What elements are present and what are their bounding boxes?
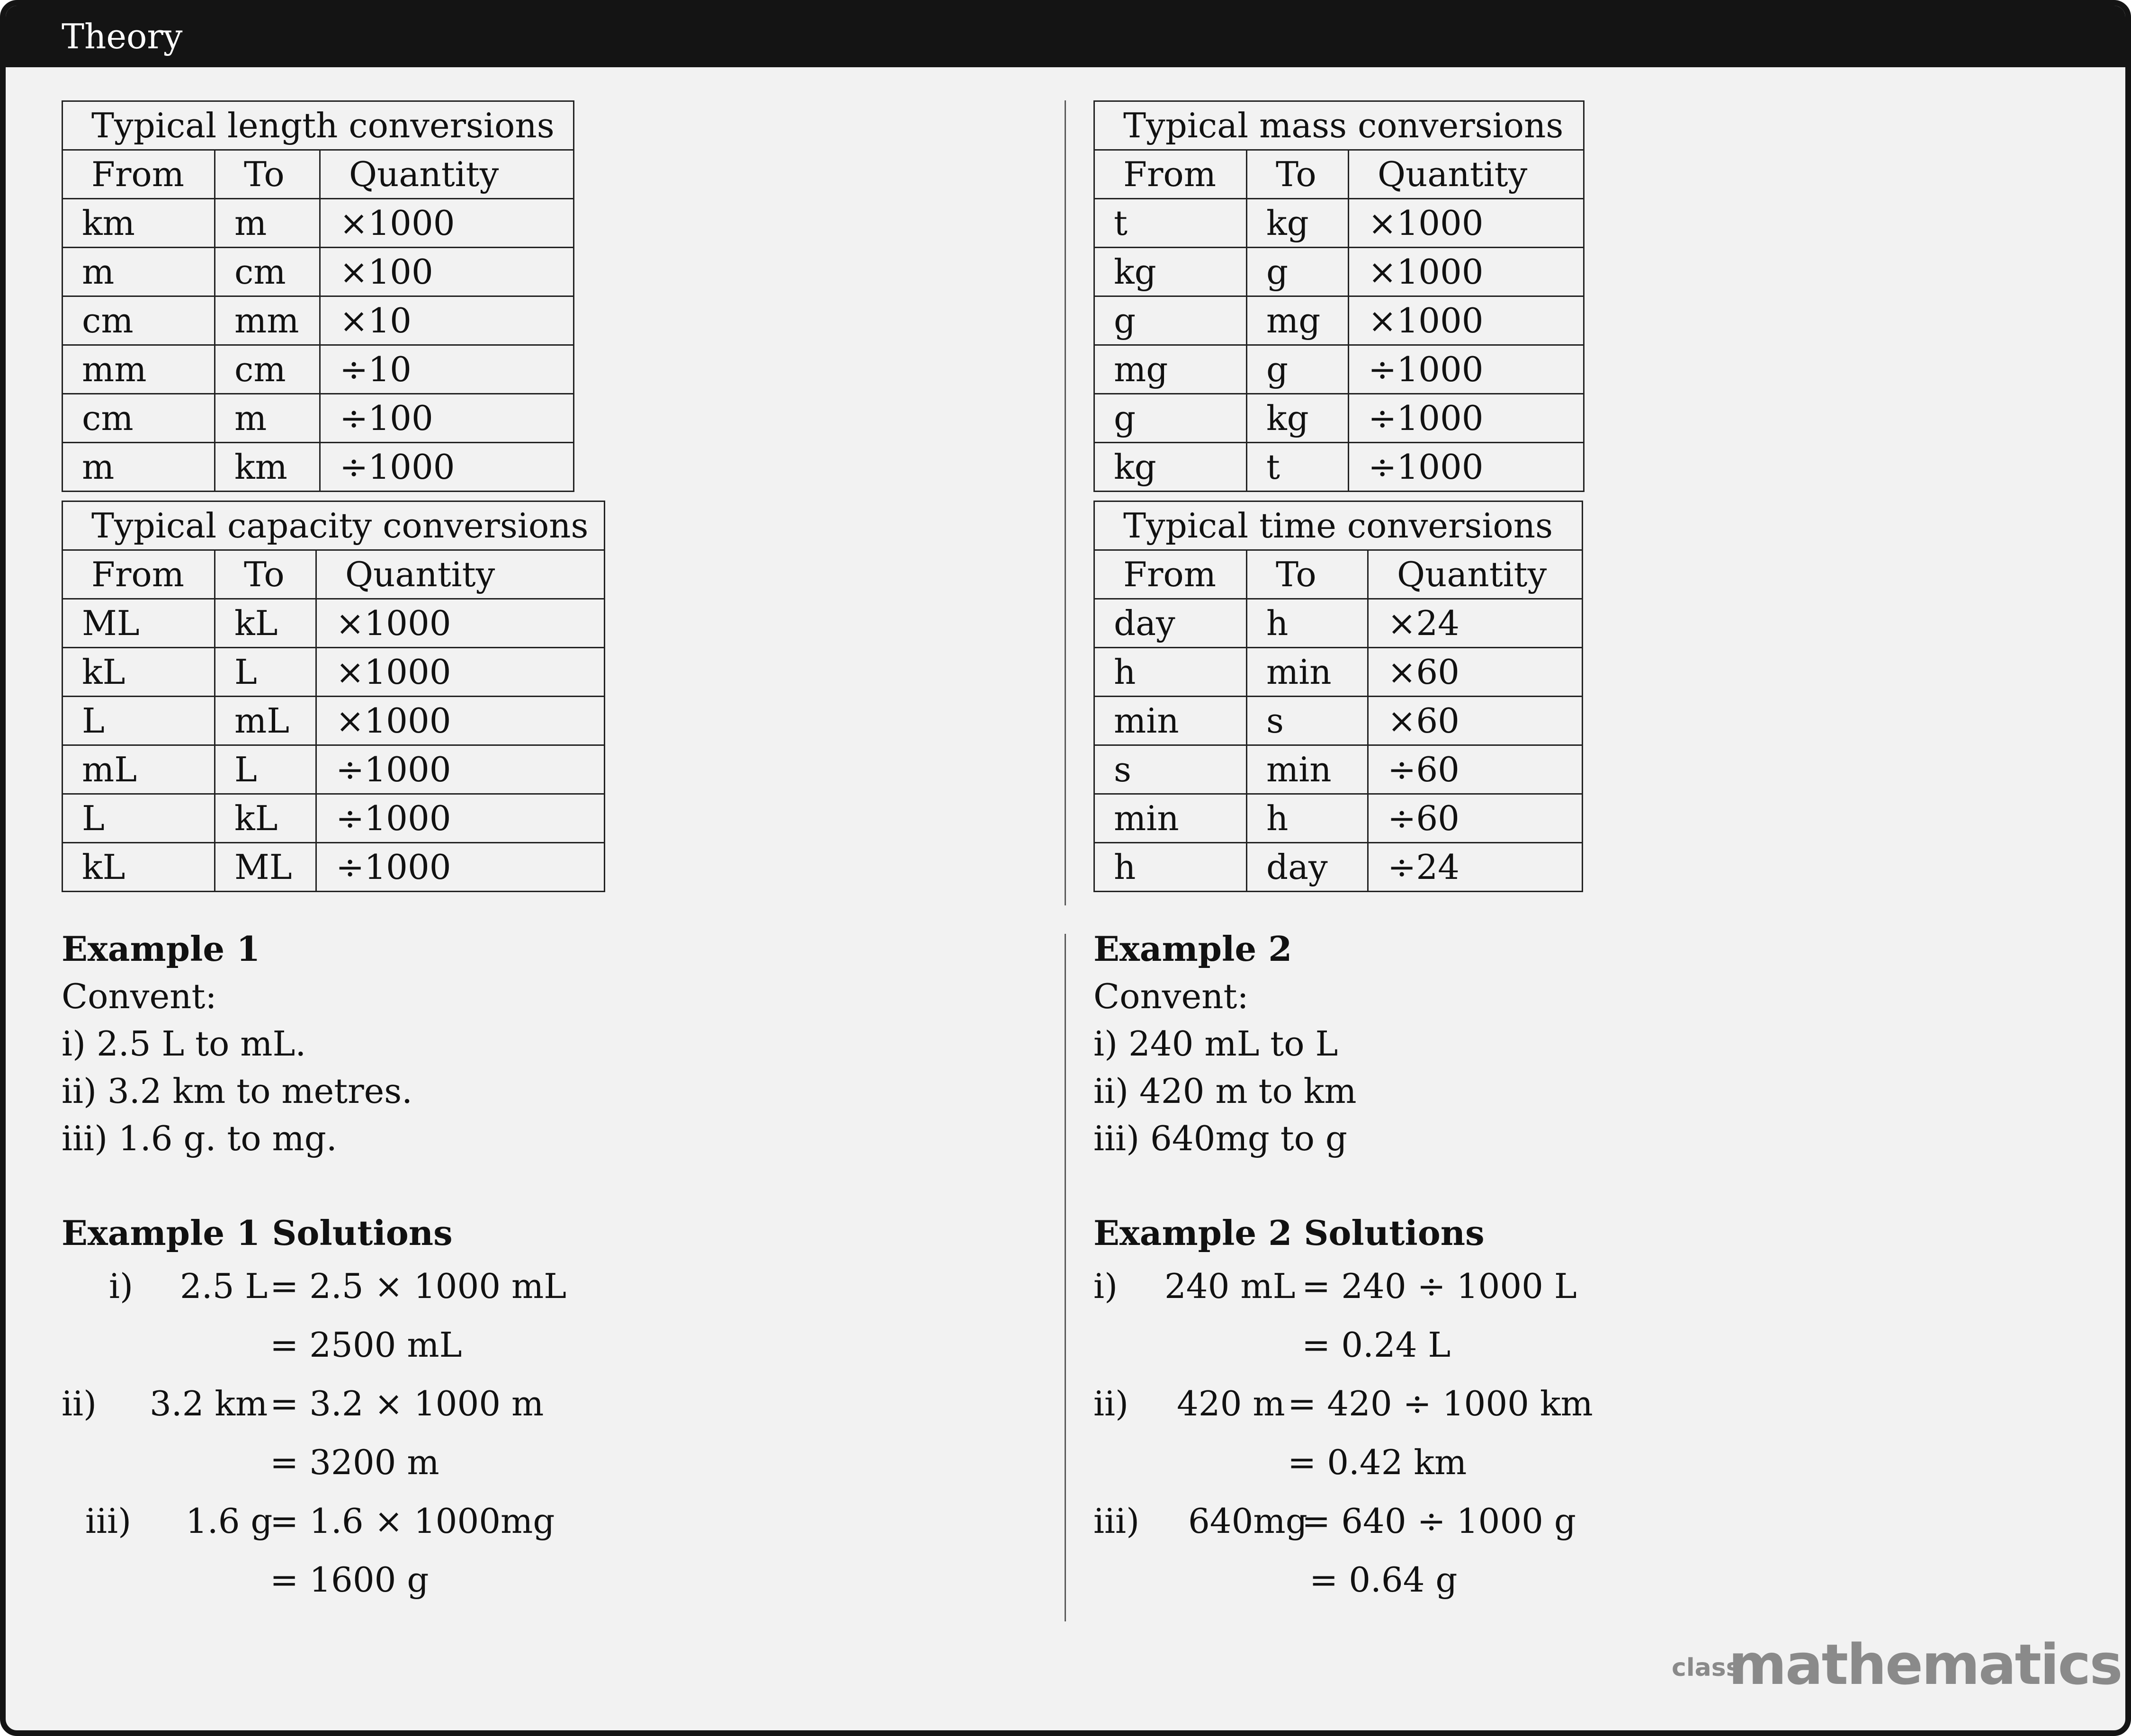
solutions-heading: Example 1 Solutions (62, 1213, 453, 1253)
table-row (1094, 296, 1584, 345)
solution-lhs: 3.2 km (150, 1384, 268, 1423)
table-cell: min (1094, 794, 1247, 843)
table-row (63, 296, 574, 345)
table-cell: ÷1000 (316, 794, 605, 843)
table-row (63, 697, 605, 745)
column-header: To (215, 550, 316, 599)
table-cell: ×1000 (1349, 296, 1584, 345)
example-item: i) 240 mL to L (1093, 1024, 1338, 1064)
table-row (1094, 697, 1583, 745)
solution-result: = 3200 m (270, 1442, 439, 1482)
solution-lhs: 2.5 L (180, 1266, 268, 1306)
column-header: From (63, 550, 215, 599)
solution-result: = 2500 mL (270, 1325, 462, 1365)
table-cell: ÷60 (1368, 745, 1583, 794)
table-cell: ÷1000 (316, 843, 605, 892)
table-cell: kg (1094, 443, 1247, 492)
example-1-solutions (62, 1257, 1037, 1609)
table-cell: mL (63, 745, 215, 794)
solution-rhs: = 640 ÷ 1000 g (1302, 1501, 1576, 1541)
table-cell: g (1247, 248, 1349, 296)
table-cell: min (1247, 648, 1368, 697)
table-cell: kg (1247, 199, 1349, 248)
example-item: ii) 3.2 km to metres. (62, 1071, 413, 1111)
solution-rhs: = 2.5 × 1000 mL (270, 1266, 567, 1306)
column-divider (1065, 934, 1066, 1621)
column-header: To (1247, 150, 1349, 199)
solution-rhs: = 3.2 × 1000 m (270, 1384, 544, 1423)
column-header: Quantity (320, 150, 574, 199)
column-header: From (63, 150, 215, 199)
example-item: ii) 420 m to km (1093, 1071, 1357, 1111)
table-cell: min (1247, 745, 1368, 794)
table-cell: mm (63, 345, 215, 394)
table-cell: ÷100 (320, 394, 574, 443)
solution-step (1093, 1433, 2036, 1492)
table-row (1094, 394, 1584, 443)
column-header: Quantity (316, 550, 605, 599)
table-cell: g (1247, 345, 1349, 394)
column-header: Quantity (1368, 550, 1583, 599)
table-row (63, 345, 574, 394)
example-intro: Convent: (1093, 976, 1249, 1016)
table-cell: cm (215, 345, 320, 394)
table-cell: ÷1000 (320, 443, 574, 492)
solution-step (62, 1492, 1037, 1550)
table-cell: g (1094, 296, 1247, 345)
table-cell: cm (63, 296, 215, 345)
solutions-heading: Example 2 Solutions (1093, 1213, 1485, 1253)
solution-lhs: 420 m (1177, 1384, 1285, 1423)
table-row (63, 843, 605, 892)
table-cell: mL (215, 697, 316, 745)
logo-small-text: class (1672, 1654, 1741, 1682)
solution-step (1093, 1550, 2036, 1609)
solution-label: i) (1093, 1266, 1118, 1306)
table-cell: kL (215, 794, 316, 843)
table-cell: ÷1000 (1349, 394, 1584, 443)
solution-step (62, 1433, 1037, 1492)
table-cell: ×1000 (1349, 248, 1584, 296)
solution-step (62, 1374, 1037, 1433)
solution-step (1093, 1374, 2036, 1433)
table-row (1094, 794, 1583, 843)
solution-step (62, 1257, 1037, 1315)
solution-step (1093, 1492, 2036, 1550)
table-cell: day (1247, 843, 1368, 892)
table-caption: Typical time conversions (1094, 501, 1583, 550)
table-cell: g (1094, 394, 1247, 443)
table-cell: ÷1000 (316, 745, 605, 794)
table-cell: ×10 (320, 296, 574, 345)
example-2-solutions (1093, 1257, 2036, 1609)
table-caption: Typical length conversions (63, 101, 574, 150)
table-cell: ×1000 (316, 599, 605, 648)
table-cell: m (63, 248, 215, 296)
example-heading: Example 2 (1093, 929, 1292, 969)
table-cell: cm (215, 248, 320, 296)
example-2 (1093, 925, 2036, 1257)
table-cell: L (215, 648, 316, 697)
solution-result: = 0.24 L (1302, 1325, 1451, 1365)
solution-step (1093, 1257, 2036, 1315)
example-intro: Convent: (62, 976, 217, 1016)
table-cell: ×1000 (316, 697, 605, 745)
solution-result: = 0.64 g (1309, 1560, 1458, 1600)
table-cell: ×1000 (1349, 199, 1584, 248)
logo-big-text: mathematics (1728, 1632, 2122, 1697)
table-cell: s (1247, 697, 1368, 745)
table-cell: ×24 (1368, 599, 1583, 648)
table-cell: cm (63, 394, 215, 443)
table-caption: Typical mass conversions (1094, 101, 1584, 150)
column-header: From (1094, 150, 1247, 199)
table-cell: h (1247, 794, 1368, 843)
time-conversion-table (1093, 501, 1583, 892)
table-row (63, 648, 605, 697)
table-row (1094, 843, 1583, 892)
solution-rhs: = 420 ÷ 1000 km (1288, 1384, 1593, 1423)
table-cell: m (63, 443, 215, 492)
table-caption: Typical capacity conversions (63, 501, 605, 550)
table-cell: kL (63, 843, 215, 892)
solution-step (1093, 1315, 2036, 1374)
example-item: i) 2.5 L to mL. (62, 1024, 306, 1064)
column-divider (1065, 100, 1066, 905)
table-cell: t (1094, 199, 1247, 248)
table-row (1094, 745, 1583, 794)
table-row (63, 794, 605, 843)
table-cell: ×100 (320, 248, 574, 296)
table-cell: ML (63, 599, 215, 648)
table-cell: mm (215, 296, 320, 345)
solution-result: = 0.42 km (1288, 1442, 1467, 1482)
example-item: iii) 1.6 g. to mg. (62, 1119, 337, 1158)
table-row (1094, 345, 1584, 394)
solution-lhs: 240 mL (1164, 1266, 1296, 1306)
table-cell: h (1094, 843, 1247, 892)
title-bar (6, 6, 2125, 67)
solution-lhs: 640mg (1188, 1501, 1307, 1541)
table-cell: ML (215, 843, 316, 892)
table-cell: m (215, 394, 320, 443)
length-conversion-table (62, 100, 574, 492)
table-row (1094, 648, 1583, 697)
mass-conversion-table (1093, 100, 1585, 492)
column-header: Quantity (1349, 150, 1584, 199)
table-cell: ×1000 (320, 199, 574, 248)
solution-label: iii) (85, 1501, 132, 1541)
table-cell: mg (1094, 345, 1247, 394)
table-row (63, 248, 574, 296)
table-cell: min (1094, 697, 1247, 745)
table-cell: ×60 (1368, 697, 1583, 745)
solution-result: = 1600 g (270, 1560, 429, 1600)
table-cell: ×1000 (316, 648, 605, 697)
table-row (63, 394, 574, 443)
table-cell: h (1094, 648, 1247, 697)
solution-label: ii) (62, 1384, 97, 1423)
table-cell: L (63, 794, 215, 843)
solution-label: iii) (1093, 1501, 1140, 1541)
table-cell: mg (1247, 296, 1349, 345)
table-row (63, 745, 605, 794)
solution-rhs: = 240 ÷ 1000 L (1302, 1266, 1577, 1306)
table-cell: h (1247, 599, 1368, 648)
table-row (63, 599, 605, 648)
solution-lhs: 1.6 g (186, 1501, 273, 1541)
table-cell: s (1094, 745, 1247, 794)
table-cell: kg (1094, 248, 1247, 296)
solution-step (62, 1315, 1037, 1374)
solution-label: i) (109, 1266, 134, 1306)
column-header: To (215, 150, 320, 199)
table-cell: kg (1247, 394, 1349, 443)
solution-rhs: = 1.6 × 1000mg (270, 1501, 555, 1541)
table-row (1094, 248, 1584, 296)
table-cell: ÷60 (1368, 794, 1583, 843)
table-cell: m (215, 199, 320, 248)
right-column (1093, 100, 2036, 1609)
table-row (1094, 443, 1584, 492)
table-row (1094, 599, 1583, 648)
table-cell: L (215, 745, 316, 794)
table-cell: km (215, 443, 320, 492)
capacity-conversion-table (62, 501, 605, 892)
table-cell: ÷10 (320, 345, 574, 394)
left-column (62, 100, 1037, 1609)
example-1 (62, 925, 1037, 1257)
column-header: From (1094, 550, 1247, 599)
solution-label: ii) (1093, 1384, 1129, 1423)
table-cell: ÷24 (1368, 843, 1583, 892)
table-cell: kL (63, 648, 215, 697)
table-cell: ÷1000 (1349, 345, 1584, 394)
column-header: To (1247, 550, 1368, 599)
example-item: iii) 640mg to g (1093, 1119, 1347, 1158)
table-cell: t (1247, 443, 1349, 492)
table-cell: ÷1000 (1349, 443, 1584, 492)
table-row (63, 443, 574, 492)
solution-step (62, 1550, 1037, 1609)
example-heading: Example 1 (62, 929, 260, 969)
table-row (63, 199, 574, 248)
table-cell: L (63, 697, 215, 745)
table-cell: kL (215, 599, 316, 648)
panel-title: Theory (62, 17, 183, 56)
table-cell: ×60 (1368, 648, 1583, 697)
table-row (1094, 199, 1584, 248)
class-mathematics-logo (1672, 1632, 2122, 1706)
table-cell: km (63, 199, 215, 248)
table-cell: day (1094, 599, 1247, 648)
